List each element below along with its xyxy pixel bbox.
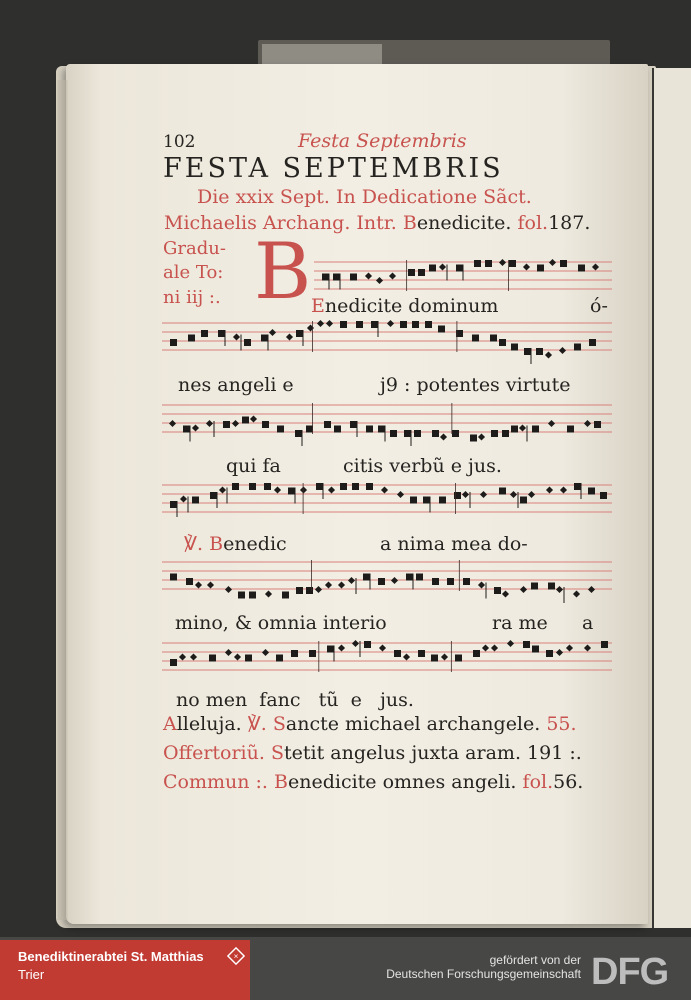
neume <box>432 430 439 437</box>
neume <box>439 263 446 270</box>
neume <box>507 640 514 647</box>
neume <box>218 330 225 337</box>
neume <box>510 491 517 498</box>
running-head: Festa Septembris <box>298 130 467 152</box>
funded-by-label: gefördert von der <box>489 953 581 967</box>
neume <box>352 640 359 647</box>
lyric-line-3b: citis verbũ e jus. <box>343 455 502 477</box>
neume <box>574 483 581 490</box>
institution-city: Trier <box>18 967 45 982</box>
neume <box>574 344 581 351</box>
neume <box>350 274 357 281</box>
neume <box>325 581 332 588</box>
neume <box>456 265 463 272</box>
neume <box>584 420 591 427</box>
neume <box>209 655 216 662</box>
neume <box>509 260 516 267</box>
neume <box>556 649 563 656</box>
neume <box>600 492 607 499</box>
neume <box>440 433 447 440</box>
neume <box>482 644 489 651</box>
neume <box>334 426 341 433</box>
neume <box>601 641 608 648</box>
neume <box>242 417 249 424</box>
neume <box>264 483 271 490</box>
neume <box>573 590 580 597</box>
neume <box>296 587 303 594</box>
introit-rubric: Michaelis Archang. Intr. Benedicite. fol.187. <box>164 212 591 234</box>
neume <box>548 583 555 590</box>
neume <box>589 339 596 346</box>
neume <box>429 265 436 272</box>
neume <box>315 586 322 593</box>
lyric-line-5b: ra me <box>492 612 548 634</box>
neume <box>206 420 213 427</box>
neume <box>244 339 251 346</box>
neume <box>462 491 469 498</box>
neume <box>232 483 239 490</box>
neume <box>546 486 553 493</box>
neume <box>245 655 252 662</box>
neume <box>192 424 199 431</box>
neume <box>324 421 331 428</box>
neume <box>269 329 276 336</box>
neume <box>394 650 401 657</box>
neume <box>192 497 199 504</box>
neume <box>234 653 241 660</box>
neume <box>250 415 257 422</box>
neume <box>348 577 355 584</box>
dfg-logo[interactable]: DFG <box>591 951 669 993</box>
neume <box>425 321 432 328</box>
neume <box>309 650 316 657</box>
neume <box>352 483 359 490</box>
neume <box>277 426 284 433</box>
neume <box>317 320 324 327</box>
neume <box>463 578 470 585</box>
neume <box>520 497 527 504</box>
neume <box>379 644 386 651</box>
neume <box>472 335 479 342</box>
neume <box>404 430 411 437</box>
decorated-initial: B <box>254 227 312 317</box>
neume <box>340 483 347 490</box>
neume <box>190 653 197 660</box>
neume <box>391 577 398 584</box>
neume <box>363 574 370 581</box>
neume <box>322 274 329 281</box>
neume <box>333 274 340 281</box>
abbey-logo-icon <box>227 947 245 965</box>
neume <box>439 497 446 504</box>
neume <box>183 426 190 433</box>
neume <box>523 641 530 648</box>
neume <box>350 421 357 428</box>
neume <box>490 335 497 342</box>
neume <box>288 488 295 495</box>
neume <box>410 497 417 504</box>
neume <box>491 644 498 651</box>
neume <box>316 483 323 490</box>
neume <box>549 259 556 266</box>
neume <box>452 430 459 437</box>
verse-line: ℣. Benedic <box>184 533 287 555</box>
neume <box>233 333 240 340</box>
neume <box>524 348 531 355</box>
neume <box>170 501 177 508</box>
neume <box>381 486 388 493</box>
neume <box>536 348 543 355</box>
neume <box>478 433 485 440</box>
neume <box>389 272 396 279</box>
neume <box>502 590 509 597</box>
neume <box>286 333 293 340</box>
neume <box>584 644 591 651</box>
neume <box>578 265 585 272</box>
neume <box>282 592 289 599</box>
neume <box>499 339 506 346</box>
neume <box>438 326 445 333</box>
funder-name: Deutschen Forschungsgemeinschaft <box>386 967 581 981</box>
neume <box>232 420 239 427</box>
neume <box>418 650 425 657</box>
neume <box>225 649 232 656</box>
neume <box>207 581 214 588</box>
neume <box>566 644 573 651</box>
neume <box>291 650 298 657</box>
communion-line: Commun :. Benedicite omnes angeli. fol.56. <box>163 771 584 793</box>
neume <box>371 321 378 328</box>
neume <box>378 578 385 585</box>
neume <box>499 259 506 266</box>
neume <box>364 641 371 648</box>
offertory-line: Offertoriũ. Stetit angelus juxta aram. 191 :. <box>163 742 582 764</box>
neume <box>455 655 462 662</box>
neume <box>225 586 232 593</box>
lyric-line-1-end: ó- <box>590 295 608 317</box>
neume <box>188 335 195 342</box>
neume <box>594 421 601 428</box>
lyric-line-2b: j9 : potentes virtute <box>380 374 571 396</box>
page-number: 102 <box>163 132 196 152</box>
neume <box>356 321 363 328</box>
verse-line-b: a nima mea do- <box>380 533 528 555</box>
neume <box>366 483 373 490</box>
neume <box>588 488 595 495</box>
neume <box>560 260 567 267</box>
neume <box>474 260 481 267</box>
neume <box>403 653 410 660</box>
neume <box>441 653 448 660</box>
neume <box>365 272 372 279</box>
neume <box>238 592 245 599</box>
neume <box>432 578 439 585</box>
neume <box>406 574 413 581</box>
neume <box>300 486 307 493</box>
neume <box>588 586 595 593</box>
gradual-label-line3: ni iij :. <box>163 287 221 308</box>
neume <box>400 321 407 328</box>
neume <box>186 578 193 585</box>
neume <box>545 351 552 358</box>
neume <box>511 426 518 433</box>
neume <box>219 486 226 493</box>
neume <box>537 265 544 272</box>
neume <box>223 421 230 428</box>
neume <box>328 486 335 493</box>
neume <box>180 495 187 502</box>
neume <box>556 586 563 593</box>
lyric-line-1: Enedicite dominum <box>311 295 499 317</box>
neume <box>473 650 480 657</box>
neume <box>485 260 492 267</box>
neume <box>338 644 345 651</box>
feast-rubric: Die xxix Sept. In Dedicatione Sãct. <box>197 186 532 208</box>
neume <box>306 426 313 433</box>
neume <box>567 426 574 433</box>
neume <box>170 574 177 581</box>
neume <box>295 430 302 437</box>
neume <box>520 586 527 593</box>
neume <box>418 269 425 276</box>
neume <box>408 269 415 276</box>
neume <box>414 430 421 437</box>
page-title: FESTA SEPTEMBRIS <box>163 153 504 184</box>
neume <box>494 587 501 594</box>
neume <box>170 659 177 666</box>
neume <box>262 421 269 428</box>
gradual-label-line2: ale To: <box>163 262 224 283</box>
neume <box>416 574 423 581</box>
neume <box>560 486 567 493</box>
neume <box>338 581 345 588</box>
neume <box>201 330 208 337</box>
neume <box>532 426 539 433</box>
neume <box>249 592 256 599</box>
neume <box>454 492 461 499</box>
neume <box>478 581 485 588</box>
neume <box>265 590 272 597</box>
neume <box>249 483 256 490</box>
neume <box>532 646 539 653</box>
neume <box>412 321 419 328</box>
neume <box>170 339 177 346</box>
neume <box>390 430 397 437</box>
neume <box>531 583 538 590</box>
neume <box>423 497 430 504</box>
lyric-line-2a: nes angeli e <box>178 374 294 396</box>
neume <box>307 324 314 331</box>
neume <box>296 330 303 337</box>
neume <box>179 653 186 660</box>
neume <box>366 426 373 433</box>
neume <box>326 320 333 327</box>
neume <box>431 655 438 662</box>
neume <box>519 424 526 431</box>
neume <box>447 578 454 585</box>
neume <box>548 420 555 427</box>
neume <box>274 486 281 493</box>
institution-name[interactable]: Benediktinerabtei St. Matthias <box>18 949 204 964</box>
lyric-line-6: no men fanc tũ e jus. <box>176 689 414 711</box>
neume <box>262 649 269 656</box>
lyric-line-5a: mino, & omnia interio <box>175 612 387 634</box>
neume <box>480 491 487 498</box>
neume <box>195 581 202 588</box>
neume <box>502 430 509 437</box>
neume <box>528 491 535 498</box>
neume <box>378 426 385 433</box>
neume <box>470 435 477 442</box>
svg-text:✕: ✕ <box>233 953 239 961</box>
neume <box>559 347 566 354</box>
lyric-line-3a: qui fa <box>226 455 281 477</box>
neume <box>340 321 347 328</box>
neume <box>169 420 176 427</box>
neume <box>499 488 506 495</box>
neume <box>387 320 394 327</box>
neume <box>327 646 334 653</box>
neume <box>397 491 404 498</box>
neume <box>276 655 283 662</box>
neume <box>523 263 530 270</box>
neume <box>376 277 383 284</box>
neume <box>511 344 518 351</box>
lyric-line-5c: a <box>582 612 594 634</box>
neume <box>546 650 553 657</box>
neume <box>261 335 268 342</box>
gradual-label-line1: Gradu- <box>163 238 226 259</box>
neume <box>491 430 498 437</box>
alleluia-line: Alleluja. ℣. Sancte michael archangele. 55. <box>163 713 577 735</box>
neume <box>592 263 599 270</box>
neume <box>210 492 217 499</box>
